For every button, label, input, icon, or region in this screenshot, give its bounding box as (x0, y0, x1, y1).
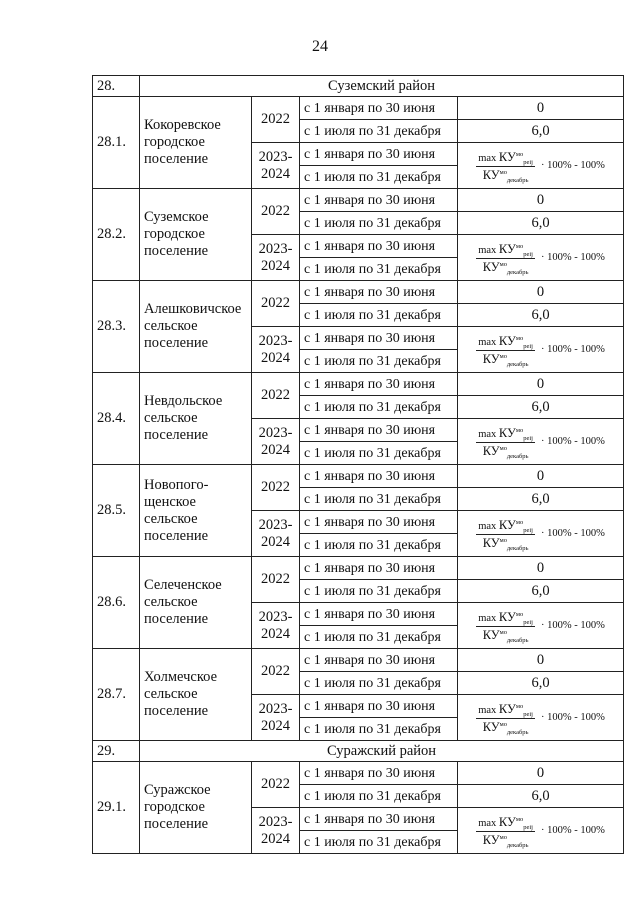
value-formula (458, 808, 624, 854)
settlement-name: Холмечское сельское поселение (140, 649, 252, 741)
settlement-number: 28.1. (93, 97, 140, 189)
year-2023-2024: 2023-2024 (252, 808, 300, 854)
formula-ku: КУ (498, 149, 516, 164)
period-first-half: с 1 января по 30 июня (300, 373, 458, 396)
year-2023-2024: 2023-2024 (252, 419, 300, 465)
table-row (93, 373, 624, 396)
formula-tail: · 100% - 100% (540, 712, 605, 724)
value-first-half: 0 (458, 557, 624, 580)
year-2023-2024: 2023-2024 (252, 603, 300, 649)
period-second-half: с 1 июля по 31 декабря (300, 718, 458, 741)
formula-numerator (476, 151, 535, 168)
formula-ku: КУ (498, 517, 516, 532)
period-first-half: с 1 января по 30 июня (300, 465, 458, 488)
value-first-half: 0 (458, 762, 624, 785)
formula-sub-rei: реij (523, 434, 533, 442)
value-first-half: 0 (458, 465, 624, 488)
formula-denominator (483, 351, 529, 367)
year-2022: 2022 (252, 373, 300, 419)
formula-max: max (478, 428, 497, 440)
period-second-half: с 1 июля по 31 декабря (300, 166, 458, 189)
formula-ku: КУ (482, 444, 500, 458)
value-formula (458, 695, 624, 741)
formula-fraction (476, 243, 535, 275)
year-2023-2024: 2023-2024 (252, 143, 300, 189)
settlement-name: Селеченское сельское поселение (140, 557, 252, 649)
formula-fraction (476, 519, 535, 551)
value-formula (458, 143, 624, 189)
tariff-index-formula (462, 425, 619, 459)
formula-sub-dec: декабрь (506, 729, 529, 736)
formula-fraction (476, 816, 535, 848)
period-first-half: с 1 января по 30 июня (300, 603, 458, 626)
district-number: 29. (93, 741, 140, 762)
period-first-half: с 1 января по 30 июня (300, 327, 458, 350)
formula-tail: · 100% - 100% (540, 252, 605, 264)
year-2023-2024: 2023-2024 (252, 327, 300, 373)
value-formula (458, 419, 624, 465)
formula-sup-mo: мо (499, 537, 507, 544)
formula-sup-mo: мо (515, 242, 524, 250)
period-second-half: с 1 июля по 31 декабря (300, 785, 458, 808)
value-second-half: 6,0 (458, 785, 624, 808)
formula-max: max (478, 152, 497, 164)
tariff-index-formula (462, 333, 619, 367)
formula-tail: · 100% - 100% (540, 528, 605, 540)
formula-sup-mo: мо (515, 334, 524, 342)
period-first-half: с 1 января по 30 июня (300, 235, 458, 258)
formula-sub-dec: декабрь (506, 842, 529, 849)
table-row (93, 97, 624, 120)
period-first-half: с 1 января по 30 июня (300, 97, 458, 120)
year-2022: 2022 (252, 557, 300, 603)
formula-fraction (476, 151, 535, 183)
formula-max: max (478, 244, 497, 256)
district-row (93, 76, 624, 97)
settlement-number: 28.7. (93, 649, 140, 741)
formula-ku: КУ (498, 814, 516, 829)
formula-max: max (478, 336, 497, 348)
formula-sub-dec: декабрь (506, 545, 529, 552)
formula-fraction (476, 335, 535, 367)
formula-ku: КУ (482, 260, 500, 274)
formula-ku: КУ (482, 536, 500, 550)
period-second-half: с 1 июля по 31 декабря (300, 488, 458, 511)
formula-denominator (483, 443, 529, 459)
year-2022: 2022 (252, 649, 300, 695)
value-first-half: 0 (458, 649, 624, 672)
formula-sub-rei: реij (523, 158, 533, 166)
formula-max: max (478, 704, 497, 716)
formula-max: max (478, 612, 497, 624)
formula-ku: КУ (498, 425, 516, 440)
period-second-half: с 1 июля по 31 декабря (300, 442, 458, 465)
settlement-number: 28.2. (93, 189, 140, 281)
year-2022: 2022 (252, 189, 300, 235)
district-name: Суземский район (140, 76, 624, 97)
formula-sub-rei: реij (523, 250, 533, 258)
period-second-half: с 1 июля по 31 декабря (300, 350, 458, 373)
formula-max: max (478, 520, 497, 532)
year-2022: 2022 (252, 465, 300, 511)
period-second-half: с 1 июля по 31 декабря (300, 580, 458, 603)
table-row (93, 281, 624, 304)
formula-sup-mo: мо (515, 610, 524, 618)
settlement-number: 28.6. (93, 557, 140, 649)
formula-sup-mo: мо (515, 150, 524, 158)
formula-denominator (483, 167, 529, 183)
formula-sup-mo: мо (515, 815, 524, 823)
value-second-half: 6,0 (458, 396, 624, 419)
tariff-index-formula (462, 814, 619, 848)
year-2023-2024: 2023-2024 (252, 511, 300, 557)
settlement-name: Суражское городское поселение (140, 762, 252, 854)
formula-sub-rei: реij (523, 526, 533, 534)
formula-ku: КУ (482, 833, 500, 847)
value-second-half: 6,0 (458, 304, 624, 327)
period-first-half: с 1 января по 30 июня (300, 511, 458, 534)
value-second-half: 6,0 (458, 580, 624, 603)
formula-numerator (476, 703, 535, 720)
formula-tail: · 100% - 100% (540, 620, 605, 632)
tariff-index-formula (462, 609, 619, 643)
formula-sup-mo: мо (499, 721, 507, 728)
settlement-number: 28.4. (93, 373, 140, 465)
formula-sub-rei: реij (523, 618, 533, 626)
tariff-table (92, 75, 624, 854)
page-number: 24 (312, 38, 328, 55)
value-formula (458, 511, 624, 557)
period-second-half: с 1 июля по 31 декабря (300, 396, 458, 419)
district-number: 28. (93, 76, 140, 97)
value-first-half: 0 (458, 281, 624, 304)
period-second-half: с 1 июля по 31 декабря (300, 534, 458, 557)
formula-numerator (476, 243, 535, 260)
formula-ku: КУ (482, 168, 500, 182)
formula-sub-dec: декабрь (506, 177, 529, 184)
formula-sup-mo: мо (515, 518, 524, 526)
year-2023-2024: 2023-2024 (252, 235, 300, 281)
table-row (93, 649, 624, 672)
period-second-half: с 1 июля по 31 декабря (300, 831, 458, 854)
period-first-half: с 1 января по 30 июня (300, 649, 458, 672)
district-row (93, 741, 624, 762)
formula-sub-rei: реij (523, 342, 533, 350)
year-2022: 2022 (252, 97, 300, 143)
formula-sub-dec: декабрь (506, 453, 529, 460)
formula-tail: · 100% - 100% (540, 436, 605, 448)
value-formula (458, 603, 624, 649)
tariff-index-formula (462, 701, 619, 735)
formula-denominator (483, 535, 529, 551)
formula-sup-mo: мо (515, 426, 524, 434)
year-2022: 2022 (252, 281, 300, 327)
formula-ku: КУ (498, 609, 516, 624)
table-row (93, 189, 624, 212)
year-2023-2024: 2023-2024 (252, 695, 300, 741)
value-second-half: 6,0 (458, 672, 624, 695)
period-first-half: с 1 января по 30 июня (300, 281, 458, 304)
formula-ku: КУ (498, 701, 516, 716)
formula-denominator (483, 259, 529, 275)
tariff-index-formula (462, 241, 619, 275)
formula-sup-mo: мо (499, 169, 507, 176)
period-first-half: с 1 января по 30 июня (300, 557, 458, 580)
formula-denominator (483, 627, 529, 643)
formula-sup-mo: мо (499, 353, 507, 360)
period-first-half: с 1 января по 30 июня (300, 695, 458, 718)
formula-denominator (483, 719, 529, 735)
formula-tail: · 100% - 100% (540, 160, 605, 172)
formula-fraction (476, 703, 535, 735)
formula-sup-mo: мо (499, 834, 507, 841)
formula-sub-dec: декабрь (506, 269, 529, 276)
formula-numerator (476, 335, 535, 352)
settlement-number: 29.1. (93, 762, 140, 854)
period-second-half: с 1 июля по 31 декабря (300, 304, 458, 327)
settlement-name: Суземское городское поселение (140, 189, 252, 281)
formula-tail: · 100% - 100% (540, 825, 605, 837)
formula-sup-mo: мо (515, 702, 524, 710)
value-formula (458, 235, 624, 281)
formula-sup-mo: мо (499, 629, 507, 636)
period-first-half: с 1 января по 30 июня (300, 143, 458, 166)
period-second-half: с 1 июля по 31 декабря (300, 212, 458, 235)
period-second-half: с 1 июля по 31 декабря (300, 672, 458, 695)
formula-sub-rei: реij (523, 823, 533, 831)
value-second-half: 6,0 (458, 120, 624, 143)
formula-ku: КУ (482, 352, 500, 366)
table-row (93, 465, 624, 488)
formula-sub-dec: декабрь (506, 637, 529, 644)
settlement-name: Алешковичское сельское поселение (140, 281, 252, 373)
settlement-number: 28.5. (93, 465, 140, 557)
formula-sub-rei: реij (523, 710, 533, 718)
formula-numerator (476, 816, 535, 833)
formula-ku: КУ (498, 241, 516, 256)
formula-ku: КУ (482, 720, 500, 734)
formula-fraction (476, 427, 535, 459)
formula-ku: КУ (498, 333, 516, 348)
value-first-half: 0 (458, 189, 624, 212)
formula-tail: · 100% - 100% (540, 344, 605, 356)
formula-numerator (476, 427, 535, 444)
settlement-name: Новопого-щенское сельское поселение (140, 465, 252, 557)
formula-denominator (483, 832, 529, 848)
value-first-half: 0 (458, 97, 624, 120)
period-second-half: с 1 июля по 31 декабря (300, 258, 458, 281)
formula-numerator (476, 519, 535, 536)
formula-numerator (476, 611, 535, 628)
settlement-name: Кокоревское городское поселение (140, 97, 252, 189)
formula-sup-mo: мо (499, 261, 507, 268)
year-2022: 2022 (252, 762, 300, 808)
district-name: Суражский район (140, 741, 624, 762)
table-row (93, 557, 624, 580)
tariff-index-formula (462, 517, 619, 551)
settlement-name: Невдольское сельское поселение (140, 373, 252, 465)
period-first-half: с 1 января по 30 июня (300, 762, 458, 785)
period-first-half: с 1 января по 30 июня (300, 808, 458, 831)
tariff-index-formula (462, 149, 619, 183)
value-second-half: 6,0 (458, 212, 624, 235)
period-second-half: с 1 июля по 31 декабря (300, 626, 458, 649)
formula-sub-dec: декабрь (506, 361, 529, 368)
period-second-half: с 1 июля по 31 декабря (300, 120, 458, 143)
period-first-half: с 1 января по 30 июня (300, 419, 458, 442)
value-second-half: 6,0 (458, 488, 624, 511)
formula-max: max (478, 817, 497, 829)
period-first-half: с 1 января по 30 июня (300, 189, 458, 212)
value-first-half: 0 (458, 373, 624, 396)
value-formula (458, 327, 624, 373)
formula-sup-mo: мо (499, 445, 507, 452)
formula-ku: КУ (482, 628, 500, 642)
formula-fraction (476, 611, 535, 643)
table-row (93, 762, 624, 785)
settlement-number: 28.3. (93, 281, 140, 373)
